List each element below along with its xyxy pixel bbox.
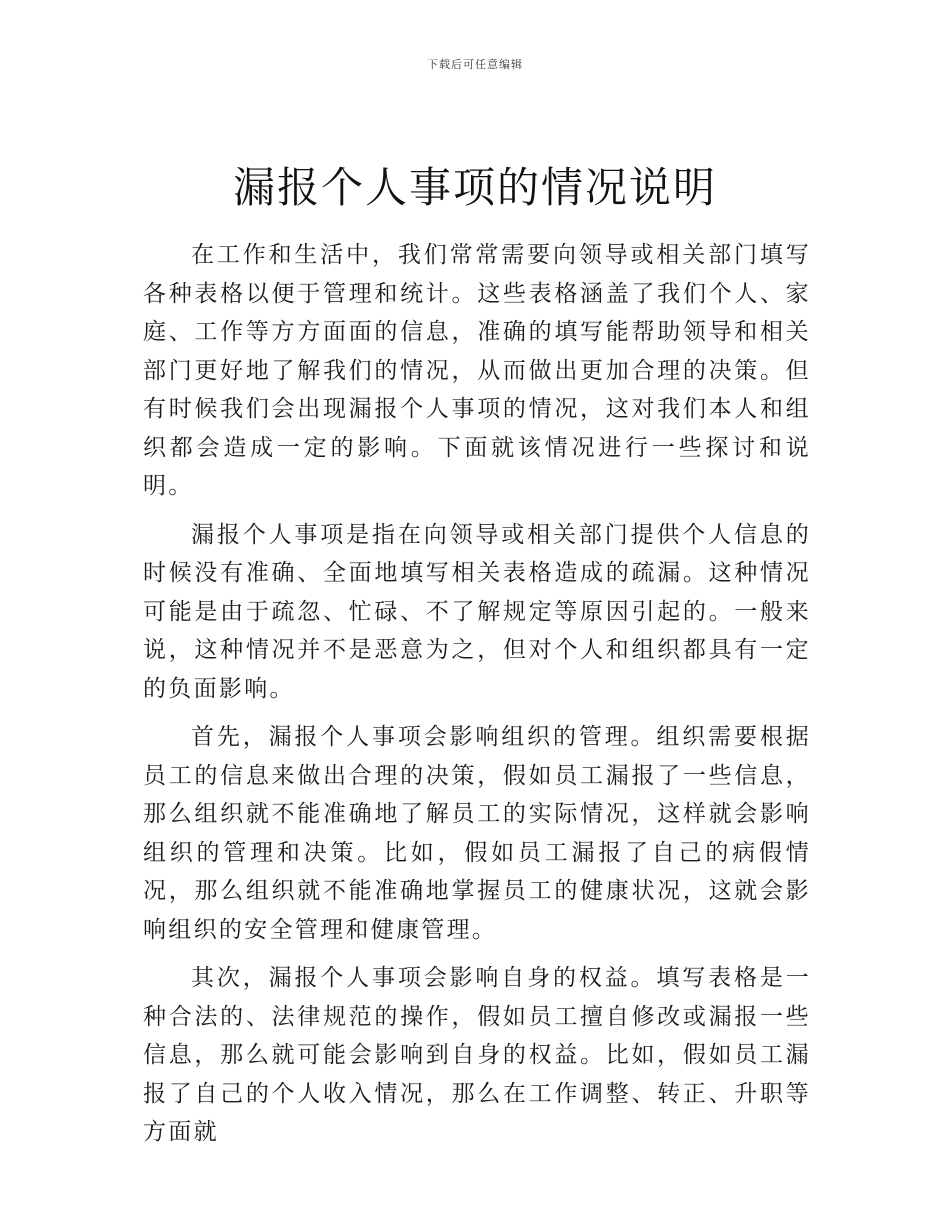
page-header-note: 下载后可任意编辑 [427, 58, 523, 71]
paragraph-3: 首先，漏报个人事项会影响组织的管理。组织需要根据员工的信息来做出合理的决策，假如员工漏报了一些信息，那么组织就不能准确地了解员工的实际情况，这样就会影响组织的管理和决策。比如，假如员工漏报了自己的病假情况，那么组织就不能准确地掌握员工的健康状况，这就会影响组织的安全管理和健康管理。 [143, 724, 811, 943]
paragraph-4: 其次，漏报个人事项会影响自身的权益。填写表格是一种合法的、法律规范的操作，假如员工擅自修改或漏报一些信息，那么就可能会影响到自身的权益。比如，假如员工漏报了自己的个人收入情况，那么在工作调整、转正、升职等方面就 [143, 965, 811, 1145]
paragraph-2: 漏报个人事项是指在向领导或相关部门提供个人信息的时候没有准确、全面地填写相关表格造成的疏漏。这种情况可能是由于疏忽、忙碌、不了解规定等原因引起的。一般来说，这种情况并不是恶意为之，但对个人和组织都具有一定的负面影响。 [143, 521, 811, 702]
document-title: 漏报个人事项的情况说明 [232, 163, 717, 212]
document-body [143, 236, 811, 1162]
paragraph-1: 在工作和生活中，我们常常需要向领导或相关部门填写各种表格以便于管理和统计。这些表格涵盖了我们个人、家庭、工作等方方面面的信息，准确的填写能帮助领导和相关部门更好地了解我们的情况，从而做出更加合理的决策。但有时候我们会出现漏报个人事项的情况，这对我们本人和组织都会造成一定的影响。下面就该情况进行一些探讨和说明。 [143, 242, 811, 499]
